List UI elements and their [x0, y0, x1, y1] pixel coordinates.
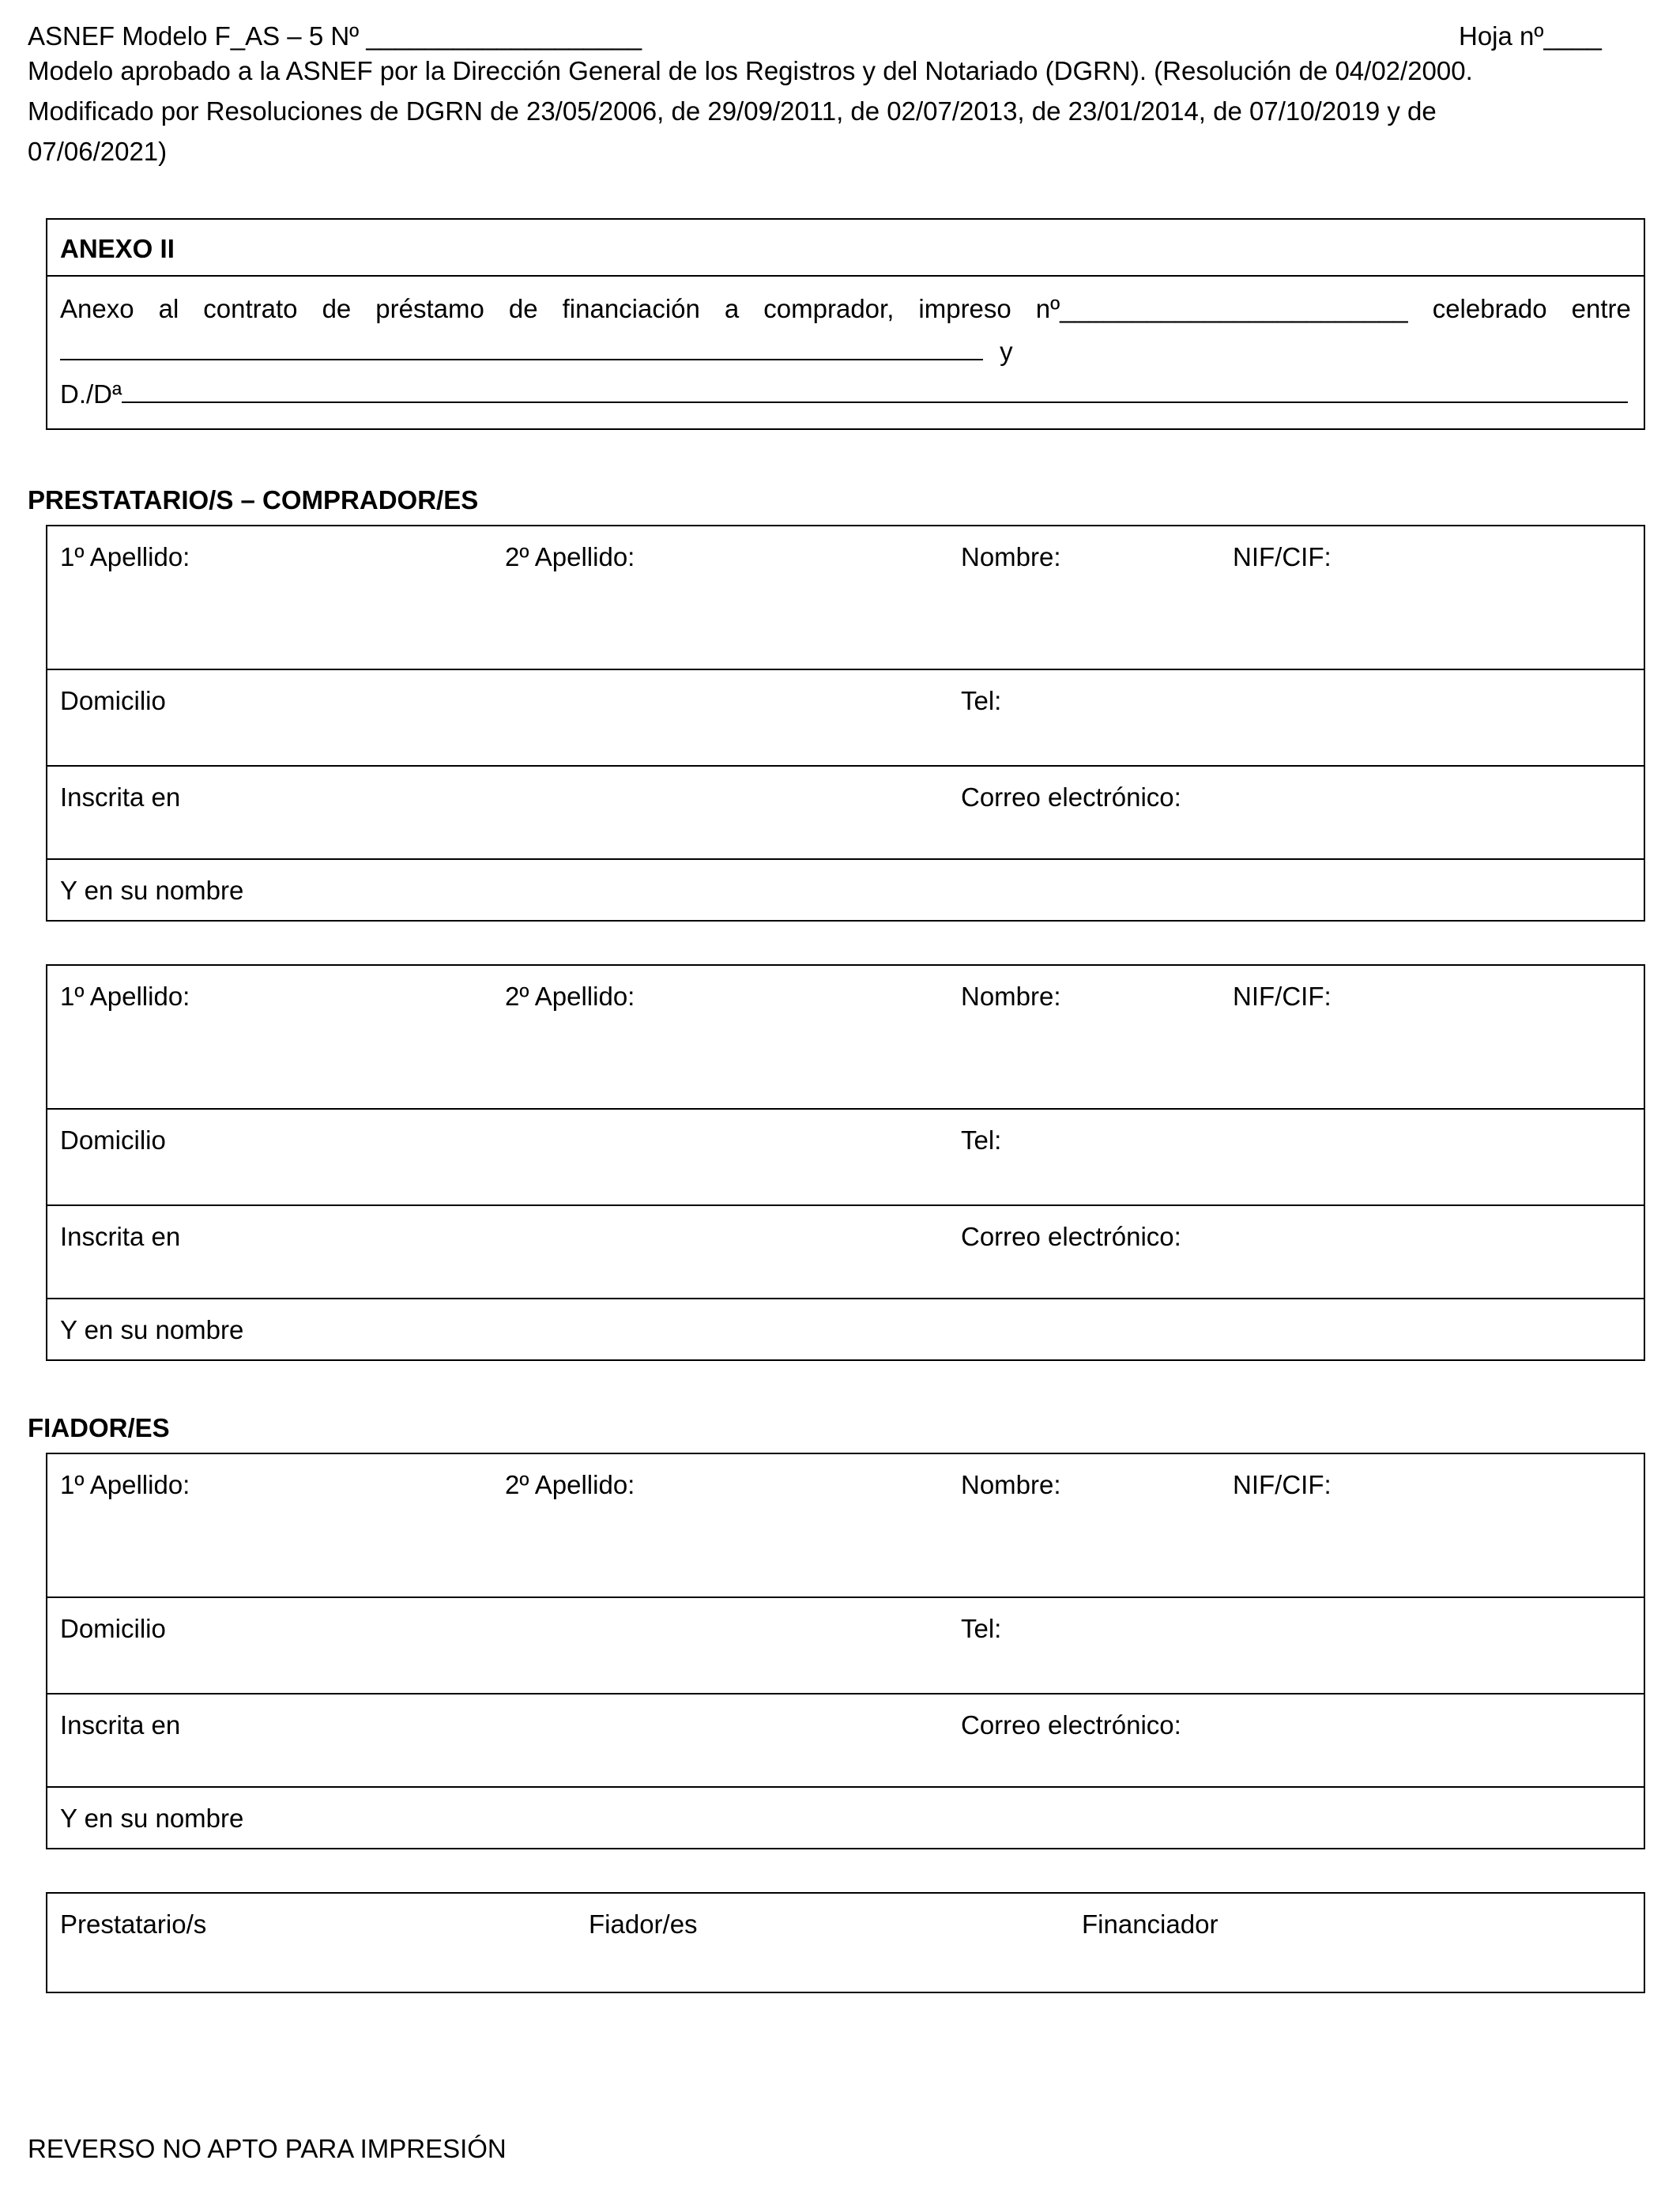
row-divider: [47, 1108, 1644, 1110]
phone-label: Tel:: [961, 1614, 1002, 1643]
nif-label: NIF/CIF:: [1233, 982, 1332, 1011]
row-divider: [47, 1596, 1644, 1598]
annex-dd-label: D./Dª: [60, 379, 122, 409]
annex-word: comprador,: [763, 294, 895, 323]
guarantor-block: [46, 1453, 1645, 1849]
phone-label: Tel:: [961, 686, 1002, 715]
registered-label: Inscrita en: [60, 1222, 181, 1251]
annex-title: ANEXO II: [60, 234, 175, 263]
guarantors-heading: FIADOR/ES: [28, 1413, 170, 1442]
row-divider: [47, 1298, 1644, 1299]
annex-word: Anexo: [60, 294, 134, 323]
name-label: Nombre:: [961, 982, 1061, 1011]
row-divider: [47, 1693, 1644, 1695]
row-divider: [47, 858, 1644, 860]
approval-line-3: 07/06/2021): [28, 137, 168, 166]
borrower-block: [46, 964, 1645, 1361]
party-two-blank[interactable]: [122, 401, 1628, 403]
surname1-label: 1º Apellido:: [60, 982, 190, 1011]
name-label: Nombre:: [961, 1470, 1061, 1499]
approval-line-2: Modificado por Resoluciones de DGRN de 23/05/2006, de 29/09/2011, de 02/07/2013, de 23/01/2014, de 07/10/2019 y de: [28, 96, 1437, 126]
annex-word: al: [158, 294, 179, 323]
guarantor-signature-label: Fiador/es: [589, 1909, 698, 1939]
registered-label: Inscrita en: [60, 1710, 181, 1740]
annex-word: impreso: [918, 294, 1011, 323]
annex-word: contrato: [203, 294, 298, 323]
borrower-signature-label: Prestatario/s: [60, 1909, 207, 1939]
email-label: Correo electrónico:: [961, 1710, 1181, 1740]
surname1-label: 1º Apellido:: [60, 542, 190, 571]
surname2-label: 2º Apellido:: [505, 982, 635, 1011]
borrower-block: [46, 525, 1645, 922]
address-label: Domicilio: [60, 686, 166, 715]
row-divider: [47, 765, 1644, 767]
annex-word: celebrado: [1432, 294, 1547, 323]
row-divider: [47, 1786, 1644, 1788]
row-divider: [47, 1204, 1644, 1206]
nif-label: NIF/CIF:: [1233, 542, 1332, 571]
registered-label: Inscrita en: [60, 782, 181, 812]
address-label: Domicilio: [60, 1125, 166, 1155]
model-label: ASNEF Modelo F_AS – 5 Nº: [28, 21, 360, 51]
nif-label: NIF/CIF:: [1233, 1470, 1332, 1499]
model-number-blank: ___________________: [366, 21, 642, 51]
annex-word: entre: [1571, 294, 1631, 323]
annex-line-2: [60, 337, 1013, 367]
impreso-number-blank: nº________________________: [1035, 294, 1408, 323]
phone-label: Tel:: [961, 1125, 1002, 1155]
financier-signature-label: Financiador: [1082, 1909, 1219, 1939]
name-label: Nombre:: [961, 542, 1061, 571]
party-one-blank[interactable]: [60, 358, 983, 360]
annex-word: préstamo: [375, 294, 484, 323]
on-behalf-label: Y en su nombre: [60, 876, 244, 905]
approval-line-1: Modelo aprobado a la ASNEF por la Dirección General de los Registros y del Notariado (DGRN). (Resolución de 04/02/2000.: [28, 56, 1473, 85]
email-label: Correo electrónico:: [961, 782, 1181, 812]
email-label: Correo electrónico:: [961, 1222, 1181, 1251]
surname2-label: 2º Apellido:: [505, 542, 635, 571]
annex-and: y: [1000, 337, 1013, 366]
on-behalf-label: Y en su nombre: [60, 1804, 244, 1833]
annex-box: [46, 218, 1645, 430]
surname1-label: 1º Apellido:: [60, 1470, 190, 1499]
surname2-label: 2º Apellido:: [505, 1470, 635, 1499]
sheet-number: Hoja nº____: [1459, 21, 1602, 51]
address-label: Domicilio: [60, 1614, 166, 1643]
row-divider: [47, 669, 1644, 670]
model-line: [28, 21, 642, 52]
annex-divider: [47, 275, 1644, 277]
on-behalf-label: Y en su nombre: [60, 1315, 244, 1344]
footer-note: REVERSO NO APTO PARA IMPRESIÓN: [28, 2134, 507, 2163]
annex-line-3: [60, 379, 1628, 409]
borrowers-heading: PRESTATARIO/S – COMPRADOR/ES: [28, 485, 479, 515]
annex-line-1: [60, 294, 1631, 324]
annex-word: a: [724, 294, 740, 323]
annex-word: de: [508, 294, 538, 323]
annex-word: de: [322, 294, 352, 323]
annex-word: financiación: [562, 294, 700, 323]
signatures-box: [46, 1892, 1645, 1993]
